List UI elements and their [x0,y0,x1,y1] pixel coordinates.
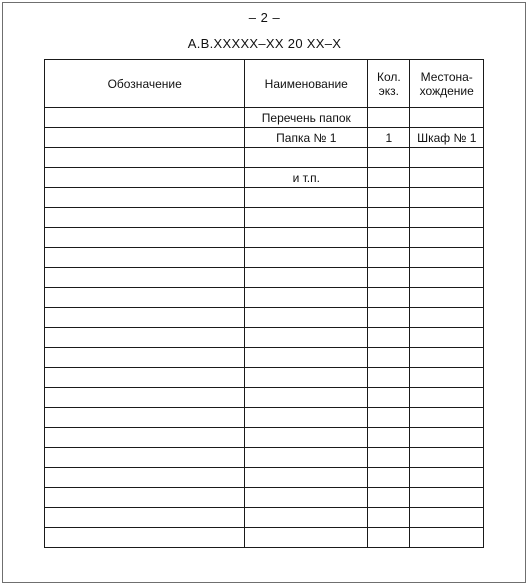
cell-name [245,368,368,388]
cell-location [410,208,484,228]
cell-name [245,328,368,348]
cell-location [410,408,484,428]
table-row [45,208,484,228]
cell-location [410,168,484,188]
column-header-copies: Кол. экз. [368,60,410,108]
cell-copies [368,328,410,348]
table-row [45,468,484,488]
cell-designation [45,288,245,308]
cell-copies [368,108,410,128]
cell-location [410,268,484,288]
table-row [45,328,484,348]
table-row [45,168,484,188]
cell-name [245,208,368,228]
table-row [45,528,484,548]
table-row [45,128,484,148]
cell-location [410,228,484,248]
table-row [45,388,484,408]
table-row [45,248,484,268]
cell-name [245,308,368,328]
document-code: А.В.XXXXX–XX 20 XX–X [187,36,342,51]
cell-designation [45,328,245,348]
cell-copies [368,488,410,508]
cell-copies [368,268,410,288]
cell-name [245,488,368,508]
cell-name [245,428,368,448]
cell-name: Папка № 1 [245,128,368,148]
cell-location [410,108,484,128]
cell-designation [45,268,245,288]
cell-location [410,468,484,488]
cell-location [410,288,484,308]
cell-designation [45,228,245,248]
cell-designation [45,468,245,488]
page-number: – 2 – [248,10,281,25]
cell-copies [368,528,410,548]
cell-designation [45,448,245,468]
table-row [45,508,484,528]
cell-designation [45,348,245,368]
table-row [45,108,484,128]
cell-designation [45,408,245,428]
cell-name [245,448,368,468]
column-header-name: Наименование [245,60,368,108]
cell-location [410,388,484,408]
cell-copies [368,348,410,368]
cell-location [410,348,484,368]
table-row [45,148,484,168]
cell-location [410,328,484,348]
cell-name [245,188,368,208]
cell-designation [45,368,245,388]
cell-name [245,388,368,408]
cell-location [410,488,484,508]
table-row [45,348,484,368]
column-header-location: Местона-хождение [410,60,484,108]
table-row [45,488,484,508]
cell-name [245,288,368,308]
cell-location [410,508,484,528]
folder-registry-table [44,59,484,548]
table-row [45,368,484,388]
table-row [45,448,484,468]
cell-copies: 1 [368,128,410,148]
cell-designation [45,148,245,168]
cell-copies [368,468,410,488]
cell-name [245,248,368,268]
cell-name [245,228,368,248]
cell-location [410,248,484,268]
cell-name [245,268,368,288]
table-row [45,408,484,428]
cell-designation [45,168,245,188]
cell-copies [368,228,410,248]
cell-location [410,428,484,448]
cell-designation [45,188,245,208]
table-header-row [45,60,484,108]
cell-name: Перечень папок [245,108,368,128]
cell-name [245,508,368,528]
cell-copies [368,408,410,428]
cell-copies [368,448,410,468]
cell-designation [45,108,245,128]
cell-location [410,148,484,168]
cell-copies [368,508,410,528]
cell-location [410,368,484,388]
cell-designation [45,488,245,508]
cell-designation [45,208,245,228]
cell-location [410,528,484,548]
cell-copies [368,188,410,208]
cell-name [245,348,368,368]
cell-designation [45,388,245,408]
cell-copies [368,388,410,408]
cell-designation [45,508,245,528]
cell-copies [368,248,410,268]
cell-designation [45,248,245,268]
column-header-designation: Обозначение [45,60,245,108]
cell-name [245,528,368,548]
cell-name: и т.п. [245,168,368,188]
cell-designation [45,428,245,448]
table-row [45,308,484,328]
cell-location [410,448,484,468]
cell-location: Шкаф № 1 [410,128,484,148]
cell-designation [45,308,245,328]
cell-copies [368,368,410,388]
cell-copies [368,428,410,448]
cell-name [245,468,368,488]
cell-copies [368,148,410,168]
cell-copies [368,288,410,308]
cell-copies [368,168,410,188]
table-row [45,268,484,288]
cell-designation [45,128,245,148]
table-row [45,288,484,308]
table-row [45,188,484,208]
cell-name [245,408,368,428]
cell-designation [45,528,245,548]
cell-copies [368,308,410,328]
cell-name [245,148,368,168]
table-row [45,428,484,448]
cell-location [410,308,484,328]
table-row [45,228,484,248]
cell-copies [368,208,410,228]
cell-location [410,188,484,208]
